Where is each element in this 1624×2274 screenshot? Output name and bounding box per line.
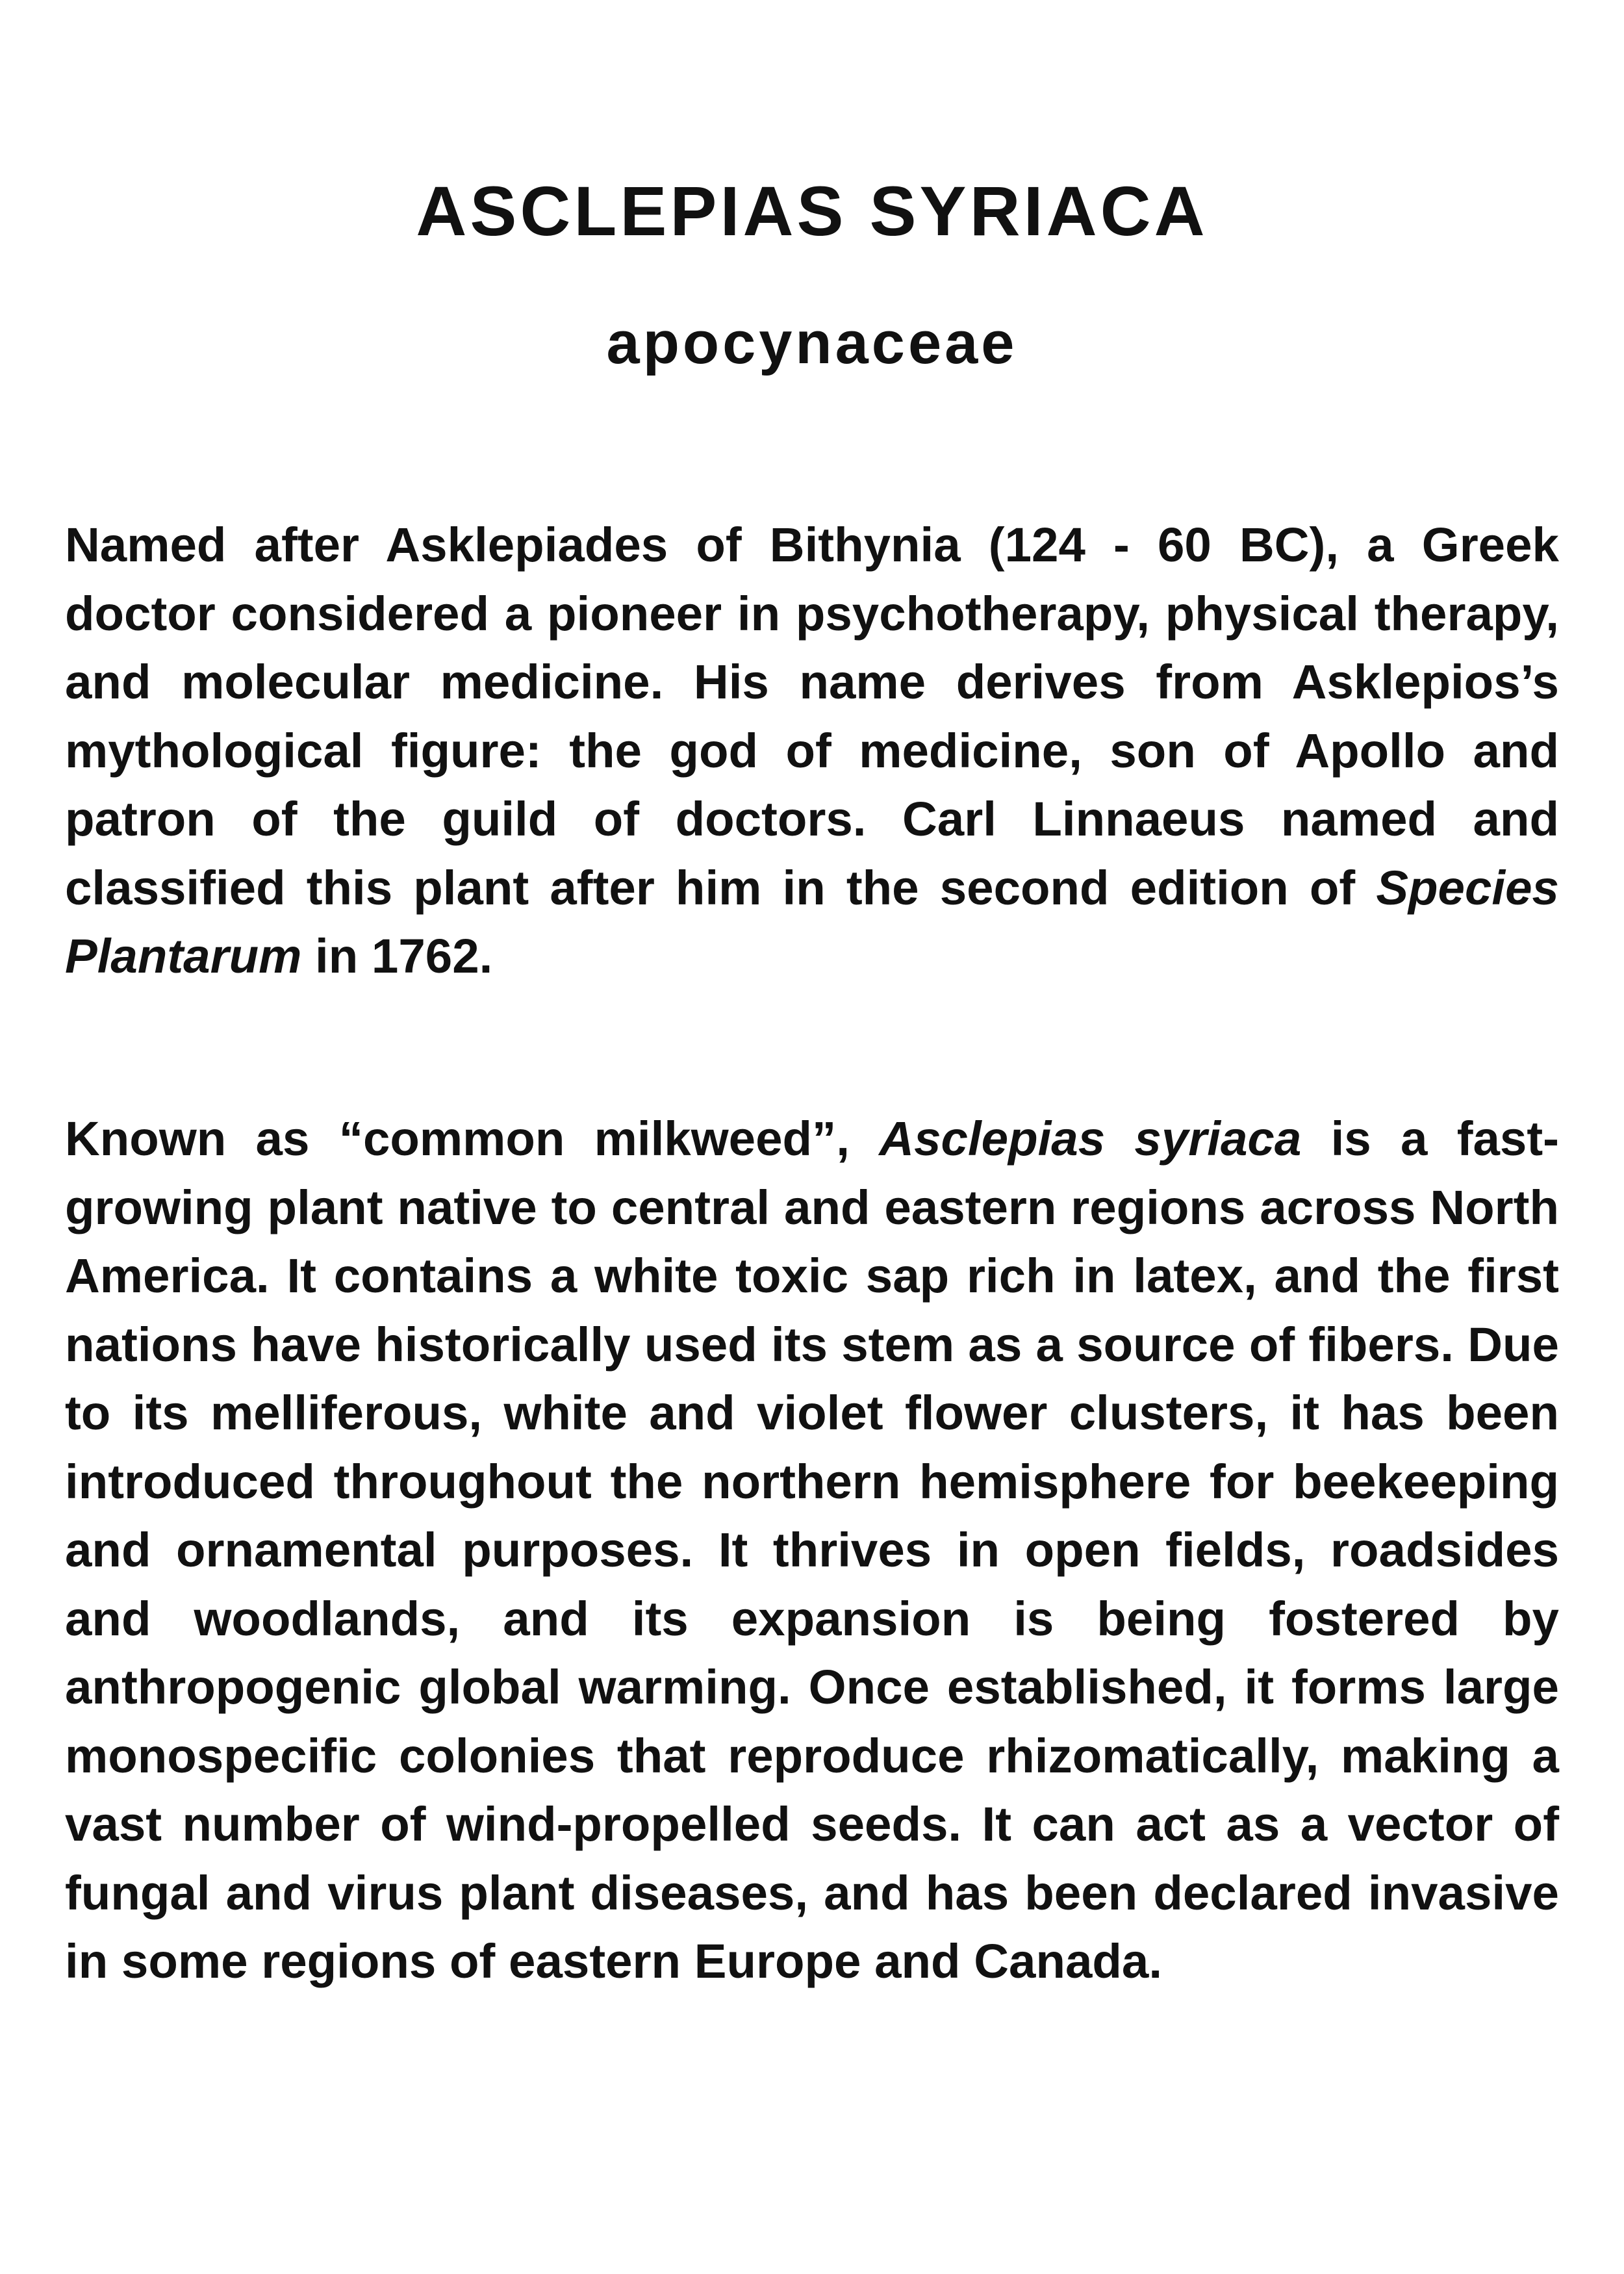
italic-species-name: Asclepias syriaca	[879, 1112, 1302, 1166]
paragraph-text: Known as “common milkweed”,	[65, 1112, 880, 1166]
family-subtitle: apocynaceae	[606, 310, 1018, 376]
italic-book-title: Species Plantarum	[65, 860, 1559, 983]
paragraph-text: Named after Asklepiades of Bithynia (124 - 60 BC), a Greek doctor considered a pioneer in psychotherapy, physical therapy, and molecular medicine. His name derives from Asklepios’s mythological figure: the god of medicine, son of Apollo and patron of the guild of doctors. Carl Linnaeus named and classified this plant after him in the second edition of	[65, 518, 1559, 915]
page-title: ASCLEPIAS SYRIACA	[416, 172, 1208, 250]
paragraph-description	[65, 1105, 1559, 1996]
paragraph-text: is a fast-growing plant native to central and eastern regions across North America. It contains a white toxic sap rich in latex, and the first nations have historically used its stem as a source of fibers. Due to its melliferous, white and violet flower clusters, it has been introduced throughout the northern hemisphere for beekeeping and ornamental purposes. It thrives in open fields, roadsides and woodlands, and its expansion is being fostered by anthropogenic global warming. Once established, it forms large monospecific colonies that reproduce rhizomatically, making a vast number of wind-propelled seeds. It can act as a vector of fungal and virus plant diseases, and has been declared invasive in some regions of eastern Europe and Canada.	[65, 1112, 1559, 1988]
paragraph-etymology	[65, 511, 1559, 991]
paragraph-text: in 1762.	[301, 929, 493, 983]
